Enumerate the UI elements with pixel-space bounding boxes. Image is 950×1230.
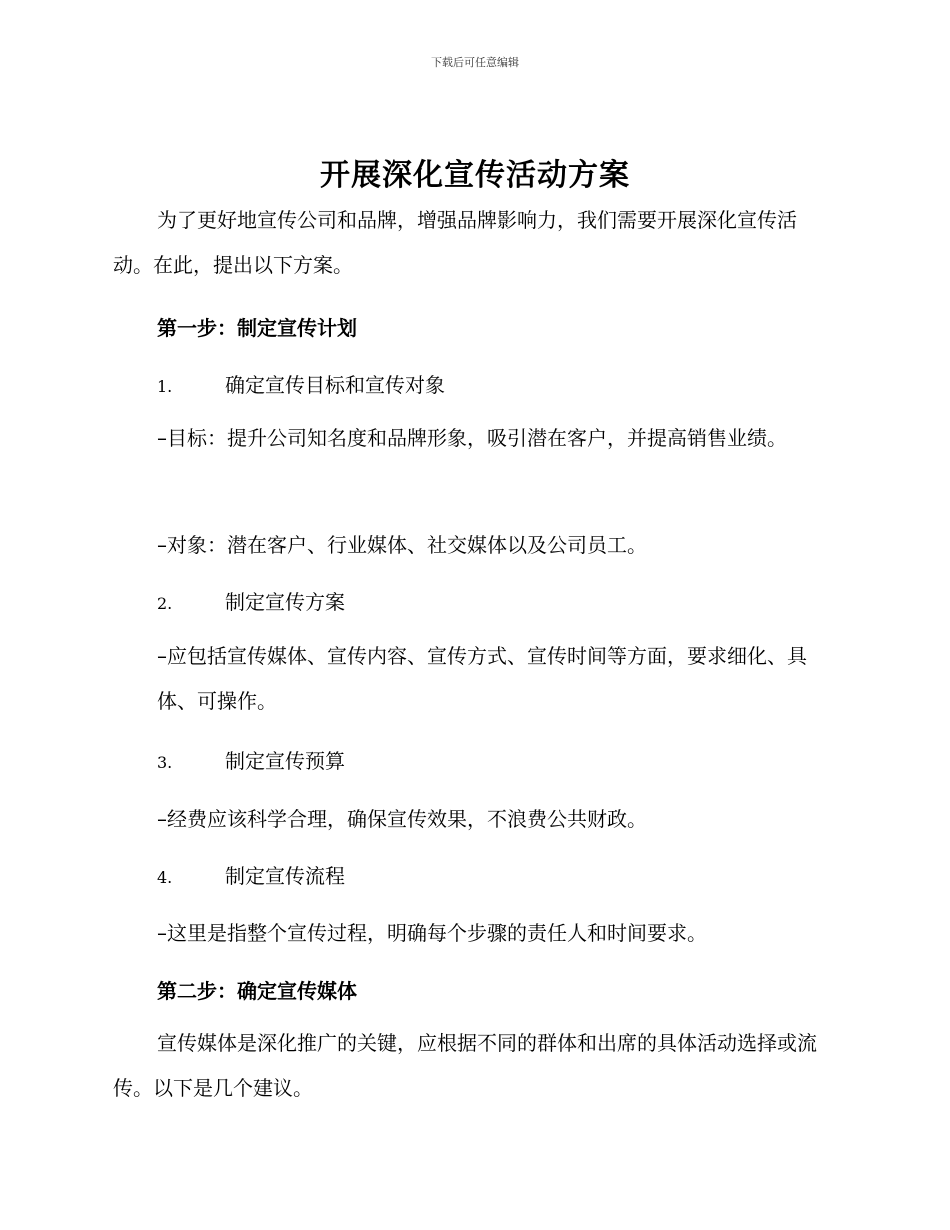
step1-item-3-detail-1: –经费应该科学合理，确保宣传效果，不浪费公共财政。: [157, 807, 647, 831]
item-label: 制定宣传流程: [225, 864, 345, 888]
item-label: 确定宣传目标和宣传对象: [225, 373, 445, 397]
detail-text: –目标：提升公司知名度和品牌形象，吸引潜在客户，并提高销售业绩。: [157, 426, 787, 450]
item-number: 2.: [157, 594, 173, 613]
step2-heading: 第二步：确定宣传媒体: [157, 979, 357, 1003]
step1-item-1-detail-1: [113, 416, 813, 461]
step2-paragraph: 宣传媒体是深化推广的关键，应根据不同的群体和出席的具体活动选择或流传。以下是几个建议。: [113, 1031, 817, 1100]
intro-paragraph: 为了更好地宣传公司和品牌，增强品牌影响力，我们需要开展深化宣传活动。在此，提出以下方案。: [113, 208, 797, 277]
step1-item-4-detail-1: –这里是指整个宣传过程，明确每个步骤的责任人和时间要求。: [157, 921, 707, 945]
document-title: 开展深化宣传活动方案: [320, 158, 630, 193]
step1-item-4: [157, 860, 837, 889]
detail-text: –应包括宣传媒体、宣传内容、宣传方式、宣传时间等方面，要求细化、具体、可操作。: [157, 644, 807, 713]
step1-heading: 第一步：制定宣传计划: [157, 316, 357, 340]
header-note: 下载后可任意编辑: [431, 56, 519, 69]
item-label: 制定宣传预算: [225, 749, 345, 773]
item-label: 制定宣传方案: [225, 590, 345, 614]
step1-item-2: [157, 586, 837, 615]
item-number: 4.: [157, 868, 173, 887]
item-number: 3.: [157, 753, 173, 772]
step1-item-3: [157, 745, 837, 774]
step1-item-2-detail-1: [113, 634, 813, 724]
step1-item-1: [157, 369, 837, 398]
step1-item-1-detail-2: –对象：潜在客户、行业媒体、社交媒体以及公司员工。: [157, 533, 647, 557]
item-number: 1.: [157, 377, 173, 396]
